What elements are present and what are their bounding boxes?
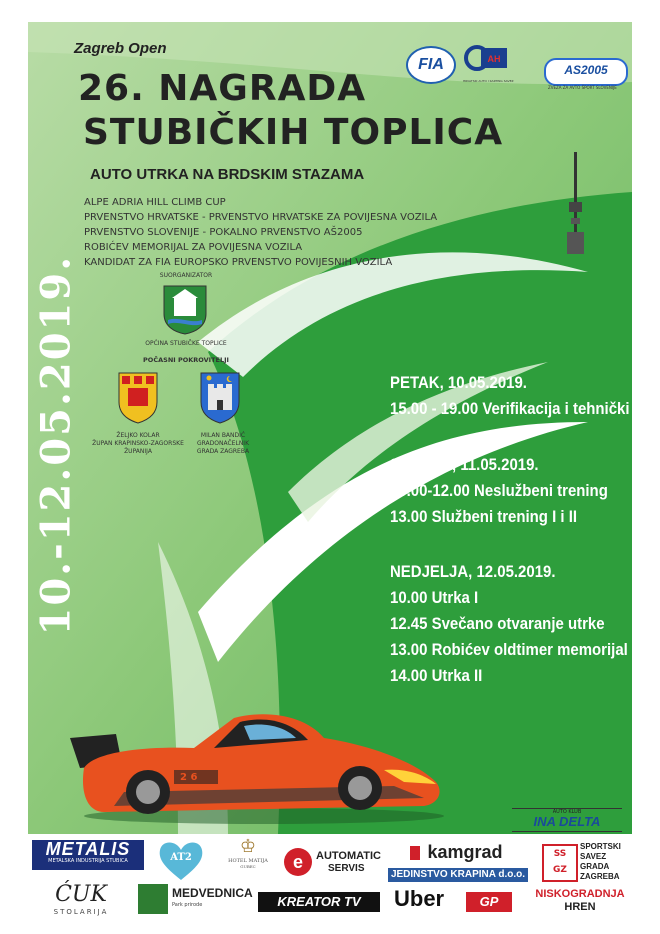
metalis-logo: METALIS METALSKA INDUSTRIJA STUBICA <box>32 840 144 870</box>
svg-text:AH: AH <box>487 54 501 64</box>
schedule-item: 13.00 Robićev oldtimer memorijal <box>390 640 628 659</box>
championship-item: PRVENSTVO HRVATSKE - PRVENSTVO HRVATSKE ZA POVIJESNA VOZILA <box>84 212 438 223</box>
schedule-friday <box>390 370 632 422</box>
poster <box>28 22 632 834</box>
as2005-logo: AS2005 <box>544 58 628 86</box>
sssgz-logo: SS GZ SPORTSKI SAVEZ GRADA ZAGREBA <box>538 840 628 884</box>
kamgrad-logo: kamgrad <box>410 842 530 864</box>
schedule-item: 14.00 Utrka II <box>390 666 483 685</box>
auto-club-logo: AUTO KLUB INA DELTA <box>512 808 622 832</box>
schedule-item: 12.45 Svečano otvaranje utrke <box>390 614 605 633</box>
kamgrad-bars-icon <box>410 846 420 860</box>
hask-emblem-icon <box>463 44 523 74</box>
championship-item: KANDIDAT ZA FIA EUROPSKO PRVENSTVO POVIJESNIH VOZILA <box>84 257 393 268</box>
championship-item: PRVENSTVO SLOVENIJE - POKALNO PRVENSTVO AŠ2005 <box>84 227 363 238</box>
schedule-day: NEDJELJA, 12.05.2019. <box>390 562 556 581</box>
cuk-stolarija-logo: ĆUK STOLARIJA <box>53 882 109 916</box>
medvednica-emblem-icon <box>138 884 168 914</box>
stubicke-toplice-crest-icon <box>162 284 208 336</box>
niskogradnja-hren-logo: NISKOGRADNJA HREN <box>535 888 625 913</box>
schedule-sunday <box>390 559 632 689</box>
title-line1: 26. NAGRADA <box>78 68 367 109</box>
date-range: 10.-12.05.2019. <box>32 254 80 636</box>
schedule-saturday <box>390 452 632 530</box>
coorganizer-label: SUORGANIZATOR <box>159 272 213 279</box>
at2-logo: AT2 <box>156 838 206 882</box>
schedule-day: PETAK, 10.05.2019. <box>390 373 527 392</box>
championship-item: ALPE ADRIA HILL CLIMB CUP <box>84 197 226 208</box>
car-number: 2 6 <box>180 772 198 783</box>
schedule-item: 15.00 - 19.00 Verifikacija i tehnički <box>390 399 630 418</box>
kreator-tv-logo: KREATOR TV <box>258 892 380 912</box>
sssgz-emblem-icon: SS GZ <box>542 844 578 882</box>
uber-logo: Uber <box>394 886 445 911</box>
championship-item: ROBIĆEV MEMORIJAL ZA POVIJESNA VOZILA <box>84 242 303 253</box>
gp-logo: GP <box>466 892 512 912</box>
hotel-matija-gubec-logo: ♔ HOTEL MATIJA GUBEC <box>218 836 278 886</box>
series-name: Zagreb Open <box>74 40 167 57</box>
fia-logo: FIA <box>406 46 456 84</box>
schedule-item: 13.00 Službeni trening I i II <box>390 507 578 526</box>
race-car-image <box>64 708 454 826</box>
automatic-servis-logo: e AUTOMATIC SERVIS <box>284 848 384 878</box>
schedule-item: 10.00-12.00 Neslužbeni trening <box>390 481 608 500</box>
automatic-e-icon: e <box>284 848 312 876</box>
schedule-day: SUBOTA, 11.05.2019. <box>390 455 539 474</box>
sponsors-strip <box>0 836 660 934</box>
patron2: MILAN BANDIĆ GRADONAČELNIK GRADA ZAGREBA <box>196 432 250 455</box>
schedule-item: 10.00 Utrka I <box>390 588 479 607</box>
krapina-zagorje-crest-icon <box>118 372 158 424</box>
crown-icon: ♔ <box>239 836 257 857</box>
championships-list <box>84 195 437 270</box>
subtitle: AUTO UTRKA NA BRDSKIM STAZAMA <box>90 166 365 183</box>
jedinstvo-krapina-logo: JEDINSTVO KRAPINA d.o.o. <box>388 868 528 882</box>
hask-logo: AH HRVATSKI AUTO I KARTING SAVEZ <box>463 44 523 88</box>
patron1: ŽELJKO KOLAR ŽUPAN KRAPINSKO-ZAGORSKE ŽUPANIJA <box>92 432 184 455</box>
medvednica-logo: MEDVEDNICA Park prirode <box>138 882 258 920</box>
coorganizer-name: OPĆINA STUBIČKE TOPLICE <box>145 340 227 347</box>
patrons-label: POČASNI POKROVITELJI <box>143 356 229 364</box>
title-line2: STUBIČKIH TOPLICA <box>83 112 504 153</box>
zagreb-crest-icon <box>200 372 240 424</box>
as2005-sub: ZVEZA ZA AVTO ŠPORT SLOVENIJE <box>548 85 617 90</box>
